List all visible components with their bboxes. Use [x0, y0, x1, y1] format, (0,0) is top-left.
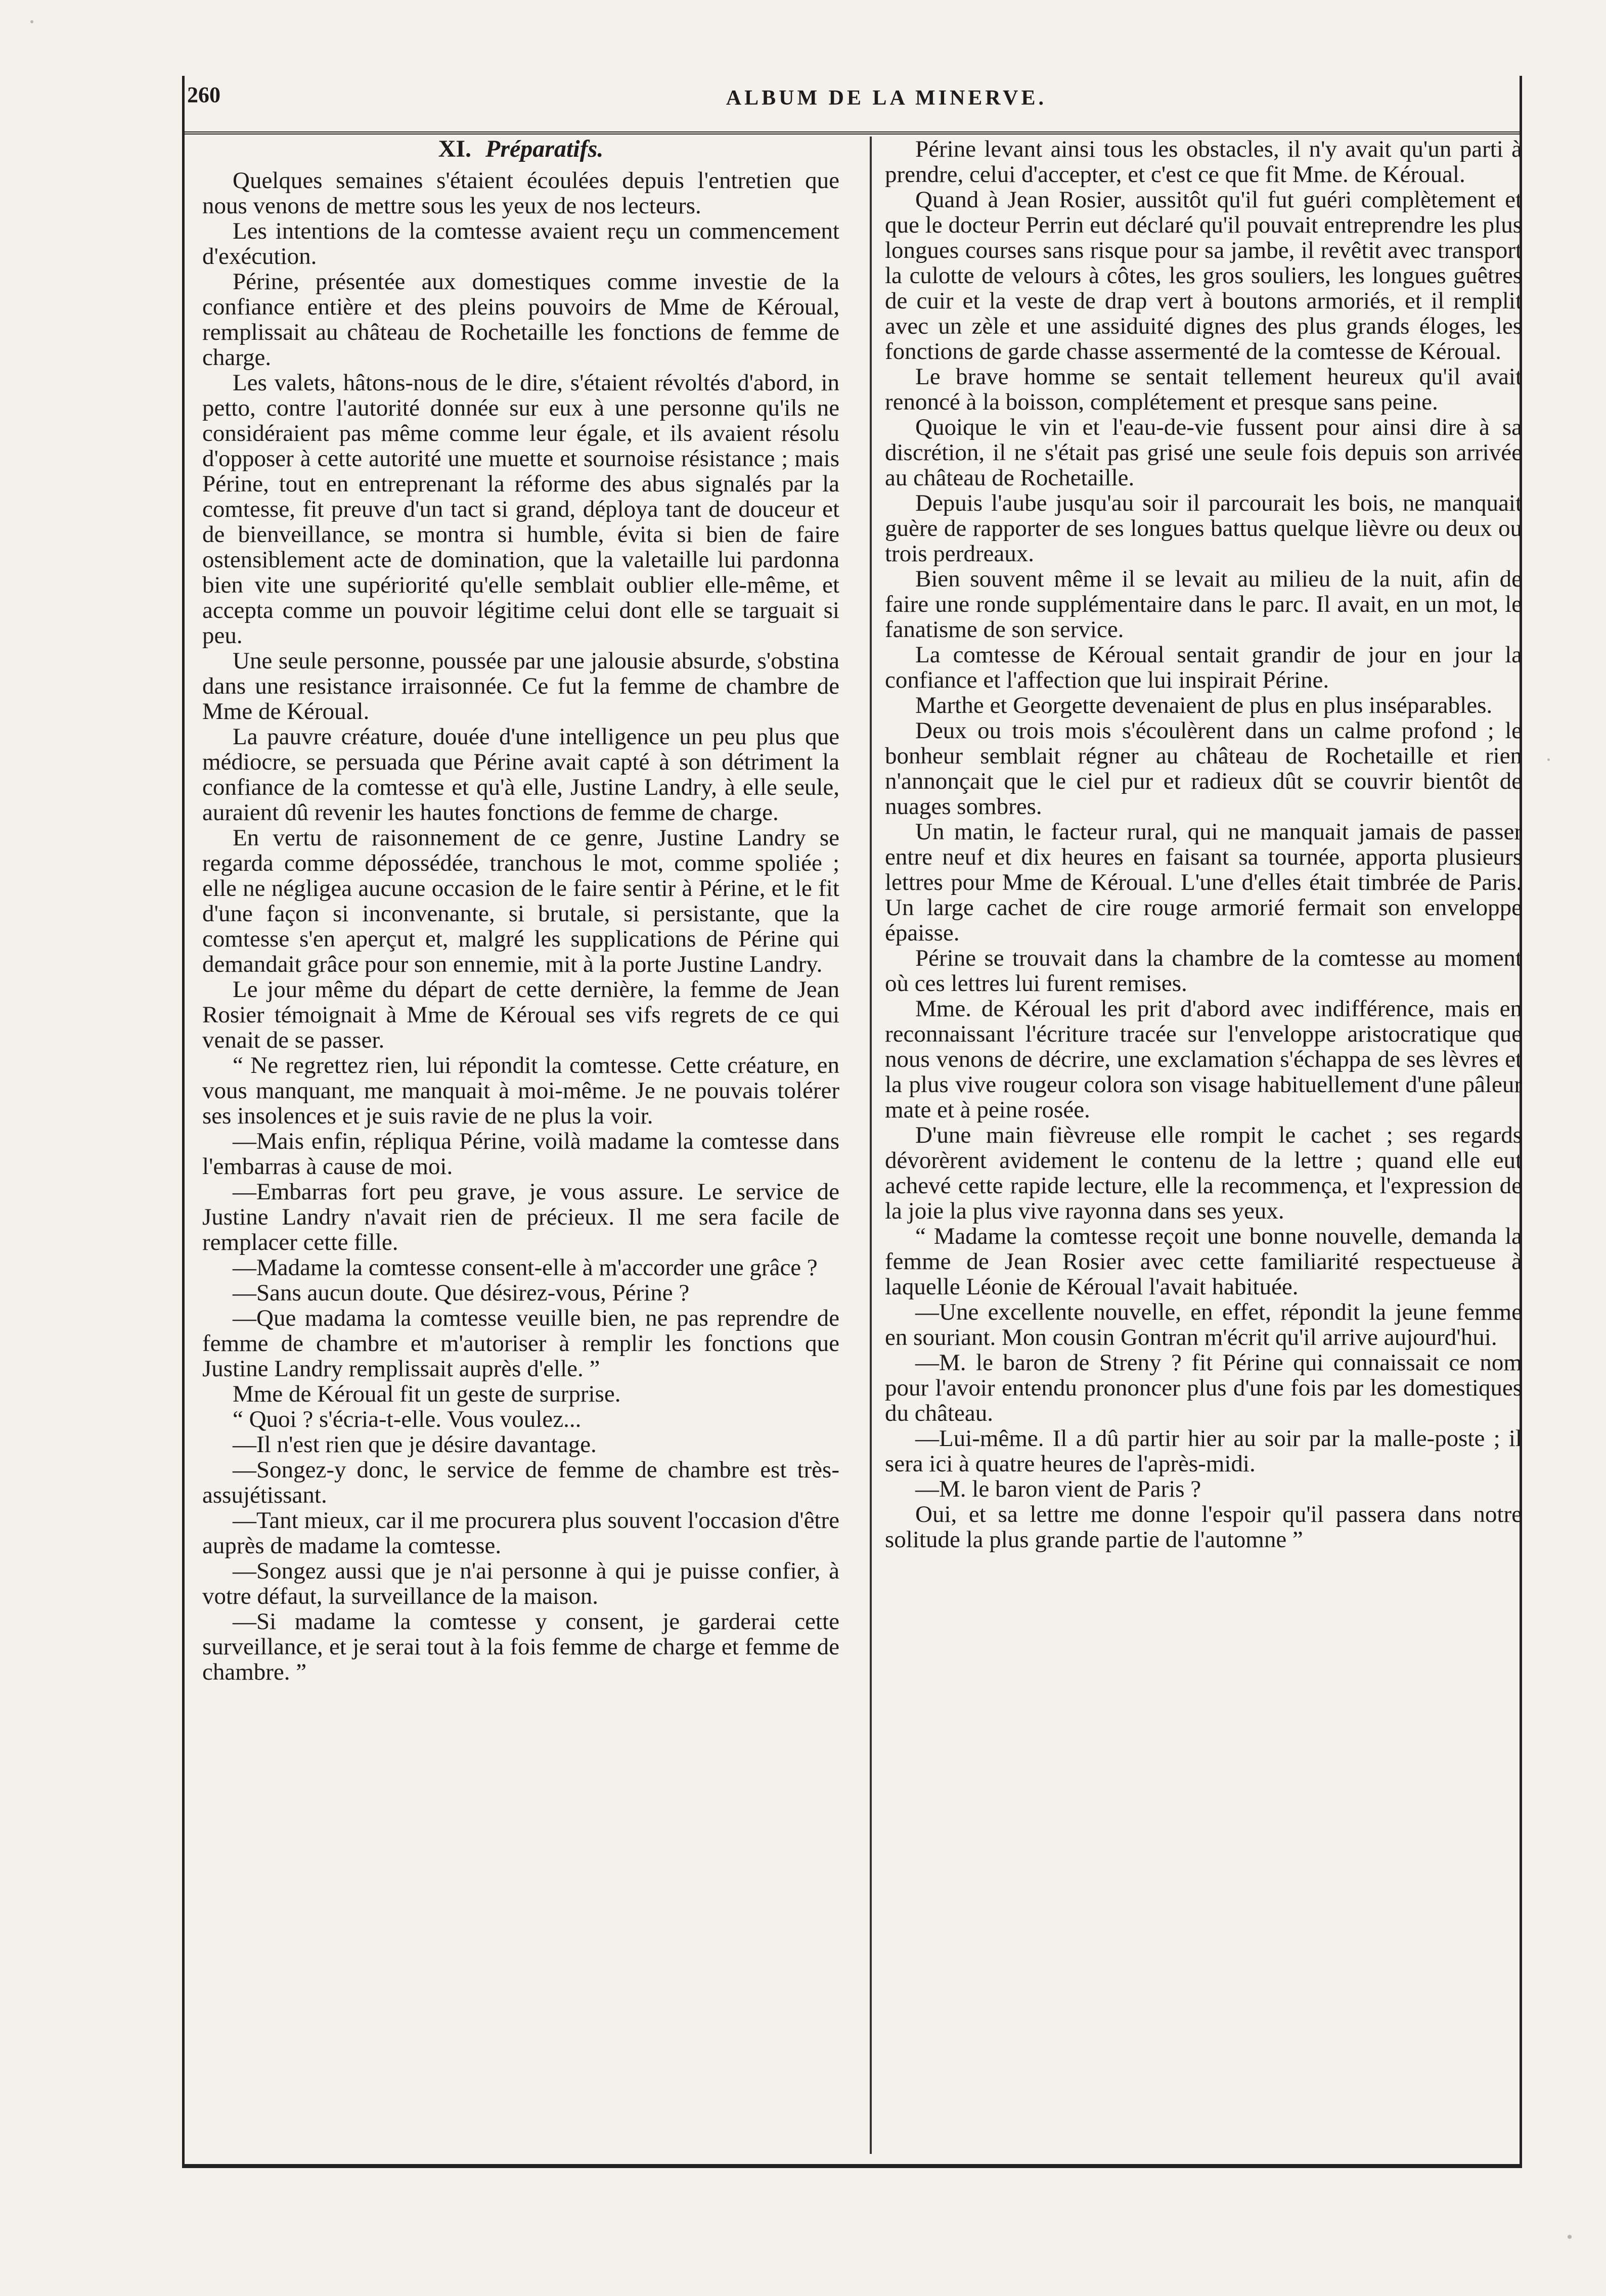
- paragraph: Une seule personne, poussée par une jalousie absurde, s'obstina dans une resistance irraisonnée. Ce fut la femme de chambre de Mme de Kéroual.: [202, 648, 839, 725]
- paragraph: Mme de Kéroual fit un geste de surprise.: [233, 1381, 621, 1407]
- paragraph: Mme. de Kéroual les prit d'abord avec indifférence, mais en reconnaissant l'écriture tracée sur l'enveloppe aristocratique que nous venons de décrire, une exclamation s'échappa de ses lèvres et la plus vive rougeur colora son visage habituellement d'une pâleur mate et à peine rosée.: [885, 996, 1522, 1123]
- paragraph: Périne levant ainsi tous les obstacles, il n'y avait qu'un parti à prendre, celui d'accepter, et c'est ce que fit Mme. de Kéroual.: [885, 136, 1522, 188]
- paragraph: Un matin, le facteur rural, qui ne manquait jamais de passer entre neuf et dix heures en faisant sa tournée, apporta plusieurs lettres pour Mme de Kéroual. L'une d'elles était timbrée de Paris. Un large cachet de cire rouge armorié fermait son enveloppe épaisse.: [885, 819, 1522, 946]
- paragraph: Quoique le vin et l'eau-de-vie fussent pour ainsi dire à sa discrétion, il ne s'était pas grisé une seule fois depuis son arrivée au château de Rochetaille.: [885, 414, 1522, 491]
- paragraph: Quand à Jean Rosier, aussitôt qu'il fut guéri complètement et que le docteur Perrin eut déclaré qu'il pouvait entreprendre les plus longues courses sans risque pour sa jambe, il revêtit avec transport la culotte de velours à côtes, les gros souliers, les longues guêtres de cuir et la veste de drap vert à boutons armoriés, et il remplit avec un zèle et une assiduité dignes des plus grands éloges, les fonctions de garde chasse assermenté de la comtesse de Kéroual.: [885, 187, 1522, 365]
- paragraph: Le jour même du départ de cette dernière, la femme de Jean Rosier témoignait à Mme de Kéroual ses vifs regrets de ce qui venait de se passer.: [202, 976, 839, 1053]
- paragraph: D'une main fièvreuse elle rompit le cachet ; ses regards dévorèrent avidement le contenu de la lettre ; quand elle eut achevé cette rapide lecture, elle la recommença, et l'expression de la joie la plus vive rayonna dans ses yeux.: [885, 1122, 1522, 1224]
- paragraph: Le brave homme se sentait tellement heureux qu'il avait renoncé à la boisson, complétement et presque sans peine.: [885, 364, 1522, 415]
- paragraph: Bien souvent même il se levait au milieu de la nuit, afin de faire une ronde supplémentaire dans le parc. Il avait, en un mot, le fanatisme de son service.: [885, 566, 1522, 643]
- paragraph: —Mais enfin, répliqua Périne, voilà madame la comtesse dans l'embarras à cause de moi.: [202, 1128, 839, 1180]
- paragraph: Les intentions de la comtesse avaient reçu un commencement d'exécution.: [202, 218, 839, 269]
- running-head: ALBUM DE LA MINERVE.: [726, 86, 1047, 110]
- paragraph: Quelques semaines s'étaient écoulées depuis l'entretien que nous venons de mettre sous les yeux de nos lecteurs.: [202, 167, 839, 219]
- paragraph: La pauvre créature, douée d'une intelligence un peu plus que médiocre, se persuada que Périne avait capté à son détriment la confiance de la comtesse et qu'à elle, Justine Landry, à elle seule, auraient dû revenir les hautes fonctions de femme de charge.: [202, 724, 839, 826]
- paragraph: —Songez aussi que je n'ai personne à qui je puisse confier, à votre défaut, la surveillance de la maison.: [202, 1558, 839, 1609]
- column-divider: [870, 137, 872, 2154]
- left-column: [202, 137, 839, 1685]
- chapter-number: XI.: [438, 136, 471, 162]
- paragraph: Marthe et Georgette devenaient de plus en plus inséparables.: [915, 692, 1493, 718]
- paragraph: Deux ou trois mois s'écoulèrent dans un calme profond ; le bonheur semblait régner au château de Rochetaille et rien n'annonçait que le ciel pur et radieux dût se couvrir bientôt de nuages sombres.: [885, 717, 1522, 820]
- paragraph: —M. le baron de Streny ? fit Périne qui connaissait ce nom pour l'avoir entendu prononcer plus d'une fois par les domestiques du château.: [885, 1349, 1522, 1426]
- paragraph: —Madame la comtesse consent-elle à m'accorder une grâce ?: [233, 1254, 818, 1281]
- paragraph: “ Madame la comtesse reçoit une bonne nouvelle, demanda la femme de Jean Rosier avec cette familiarité respectueuse à laquelle Léonie de Kéroual l'avait habituée.: [885, 1223, 1522, 1300]
- page-number: 260: [187, 82, 220, 107]
- chapter-name: Préparatifs.: [485, 136, 604, 162]
- chapter-title: [202, 137, 839, 162]
- page-header: [182, 76, 1522, 134]
- paragraph: La comtesse de Kéroual sentait grandir de jour en jour la confiance et l'affection que lui inspirait Périne.: [885, 642, 1522, 693]
- paragraph: —M. le baron vient de Paris ?: [915, 1476, 1201, 1502]
- paragraph: —Embarras fort peu grave, je vous assure. Le service de Justine Landry n'avait rien de précieux. Il me sera facile de remplacer cette fille.: [202, 1179, 839, 1255]
- paper-speckle: [30, 20, 33, 23]
- paragraph: —Il n'est rien que je désire davantage.: [233, 1431, 597, 1458]
- paragraph: Périne se trouvait dans la chambre de la comtesse au moment où ces lettres lui furent remises.: [885, 945, 1522, 997]
- right-column: [885, 137, 1522, 1552]
- paragraph: —Si madame la comtesse y consent, je garderai cette surveillance, et je serai tout à la fois femme de charge et femme de chambre. ”: [202, 1608, 839, 1685]
- paragraph: En vertu de raisonnement de ce genre, Justine Landry se regarda comme dépossédée, tranchous le mot, comme spoliée ; elle ne négligea aucune occasion de le faire sentir à Périne, et le fit d'une façon si inconvenante, si brutale, si persistante, que la comtesse s'en aperçut et, malgré les supplications de Périne qui demandait grâce pour son ennemie, mit à la porte Justine Landry.: [202, 825, 839, 977]
- paragraph: “ Quoi ? s'écria-t-elle. Vous voulez...: [233, 1406, 582, 1432]
- paragraph: —Songez-y donc, le service de femme de chambre est très-assujétissant.: [202, 1457, 839, 1508]
- paragraph: —Une excellente nouvelle, en effet, répondit la jeune femme en souriant. Mon cousin Gontran m'écrit qu'il arrive aujourd'hui.: [885, 1299, 1522, 1350]
- paragraph: Oui, et sa lettre me donne l'espoir qu'il passera dans notre solitude la plus grande partie de l'automne ”: [885, 1501, 1522, 1553]
- paper-speckle: [1568, 2235, 1572, 2239]
- paragraph: —Lui-même. Il a dû partir hier au soir par la malle-poste ; il sera ici à quatre heures de l'après-midi.: [885, 1425, 1522, 1477]
- paragraph: “ Ne regrettez rien, lui répondit la comtesse. Cette créature, en vous manquant, me manquait à moi-même. Je ne pouvais tolérer ses insolences et je suis ravie de ne plus la voir.: [202, 1052, 839, 1129]
- paper-speckle: [1547, 758, 1550, 761]
- paragraph: —Tant mieux, car il me procurera plus souvent l'occasion d'être auprès de madame la comtesse.: [202, 1507, 839, 1559]
- paragraph: Périne, présentée aux domestiques comme investie de la confiance entière et des pleins pouvoirs de Mme de Kéroual, remplissait au château de Rochetaille les fonctions de femme de charge.: [202, 268, 839, 371]
- paragraph: —Sans aucun doute. Que désirez-vous, Périne ?: [233, 1280, 690, 1306]
- paragraph: Depuis l'aube jusqu'au soir il parcourait les bois, ne manquait guère de rapporter de ses longues battus quelque lièvre ou deux ou trois perdreaux.: [885, 490, 1522, 567]
- paragraph: —Que madama la comtesse veuille bien, ne pas reprendre de femme de chambre et m'autoriser à remplir les fonctions que Justine Landry remplissait auprès d'elle. ”: [202, 1305, 839, 1382]
- paragraph: Les valets, hâtons-nous de le dire, s'étaient révoltés d'abord, in petto, contre l'autorité donnée sur eux à une personne qu'ils ne considéraient pas même comme leur égale, et ils avaient résolu d'opposer à cette autorité une muette et sournoise résistance ; mais Périne, tout en entreprenant la réforme des abus signalés par la comtesse, fit preuve d'un tact si grand, déploya tant de douceur et de bienveillance, se montra si humble, évita si bien de faire ostensiblement acte de domination, que la valetaille lui pardonna bien vite une supériorité qu'elle semblait oublier elle-même, et accepta comme un pouvoir légitime celui dont elle se targuait si peu.: [202, 370, 839, 649]
